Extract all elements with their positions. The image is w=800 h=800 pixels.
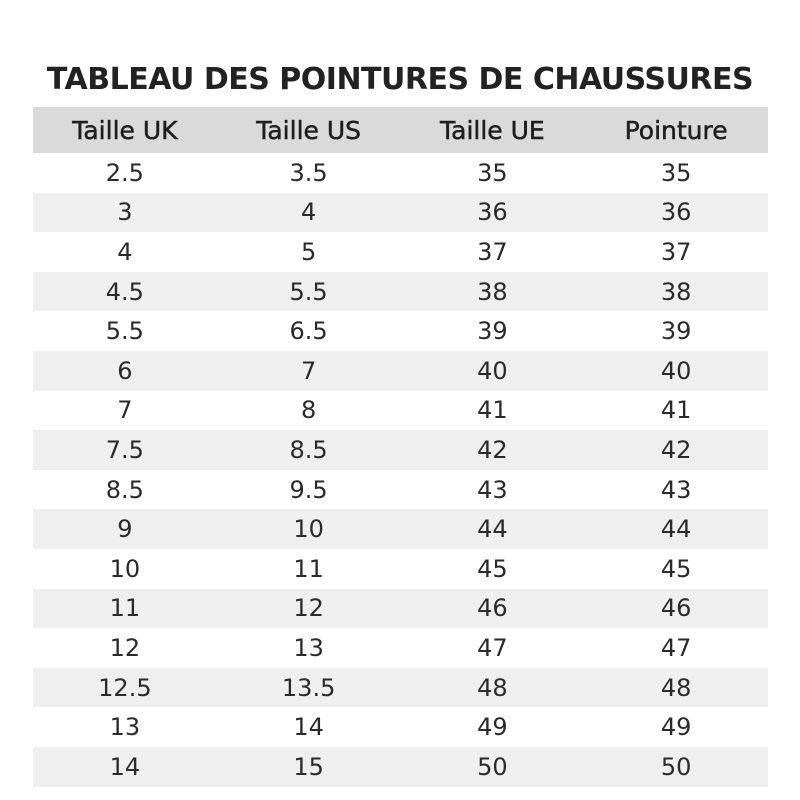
cell-eu-size: 49 bbox=[401, 707, 585, 747]
cell-us-size: 13.5 bbox=[217, 668, 401, 708]
cell-us-size: 5.5 bbox=[217, 272, 401, 312]
cell-eu-size: 38 bbox=[401, 272, 585, 312]
cell-shoe-size: 38 bbox=[584, 272, 768, 312]
cell-uk-size: 4.5 bbox=[33, 272, 217, 312]
cell-shoe-size: 46 bbox=[584, 589, 768, 629]
cell-us-size: 15 bbox=[217, 747, 401, 787]
cell-us-size: 6.5 bbox=[217, 311, 401, 351]
cell-shoe-size: 41 bbox=[584, 391, 768, 431]
cell-eu-size: 36 bbox=[401, 193, 585, 233]
table-body bbox=[33, 153, 768, 787]
table-row bbox=[33, 628, 768, 668]
cell-uk-size: 3 bbox=[33, 193, 217, 233]
column-header-eu-size: Taille UE bbox=[401, 107, 585, 153]
cell-eu-size: 48 bbox=[401, 668, 585, 708]
cell-us-size: 7 bbox=[217, 351, 401, 391]
cell-us-size: 12 bbox=[217, 589, 401, 629]
cell-us-size: 5 bbox=[217, 232, 401, 272]
cell-us-size: 10 bbox=[217, 509, 401, 549]
cell-us-size: 13 bbox=[217, 628, 401, 668]
table-row bbox=[33, 668, 768, 708]
page-title: TABLEAU DES POINTURES DE CHAUSSURES bbox=[46, 62, 754, 98]
cell-uk-size: 14 bbox=[33, 747, 217, 787]
table-row bbox=[33, 589, 768, 629]
column-header-us-size: Taille US bbox=[217, 107, 401, 153]
cell-uk-size: 2.5 bbox=[33, 153, 217, 193]
table-row bbox=[33, 232, 768, 272]
cell-shoe-size: 40 bbox=[584, 351, 768, 391]
cell-us-size: 8 bbox=[217, 391, 401, 431]
cell-eu-size: 35 bbox=[401, 153, 585, 193]
table-row bbox=[33, 311, 768, 351]
table-row bbox=[33, 707, 768, 747]
cell-shoe-size: 48 bbox=[584, 668, 768, 708]
cell-uk-size: 10 bbox=[33, 549, 217, 589]
cell-eu-size: 46 bbox=[401, 589, 585, 629]
cell-uk-size: 12.5 bbox=[33, 668, 217, 708]
cell-uk-size: 11 bbox=[33, 589, 217, 629]
cell-uk-size: 5.5 bbox=[33, 311, 217, 351]
table-row bbox=[33, 470, 768, 510]
cell-eu-size: 40 bbox=[401, 351, 585, 391]
cell-shoe-size: 35 bbox=[584, 153, 768, 193]
column-header-uk-size: Taille UK bbox=[33, 107, 217, 153]
cell-uk-size: 12 bbox=[33, 628, 217, 668]
table-row bbox=[33, 430, 768, 470]
cell-uk-size: 6 bbox=[33, 351, 217, 391]
cell-shoe-size: 43 bbox=[584, 470, 768, 510]
cell-us-size: 14 bbox=[217, 707, 401, 747]
table-header bbox=[33, 107, 768, 153]
cell-eu-size: 43 bbox=[401, 470, 585, 510]
cell-shoe-size: 50 bbox=[584, 747, 768, 787]
cell-shoe-size: 37 bbox=[584, 232, 768, 272]
cell-uk-size: 4 bbox=[33, 232, 217, 272]
cell-shoe-size: 45 bbox=[584, 549, 768, 589]
shoe-size-table bbox=[33, 107, 768, 787]
cell-uk-size: 7 bbox=[33, 391, 217, 431]
table-row bbox=[33, 193, 768, 233]
cell-us-size: 3.5 bbox=[217, 153, 401, 193]
cell-eu-size: 47 bbox=[401, 628, 585, 668]
header-row bbox=[33, 107, 768, 153]
cell-uk-size: 8.5 bbox=[33, 470, 217, 510]
cell-eu-size: 41 bbox=[401, 391, 585, 431]
cell-uk-size: 9 bbox=[33, 509, 217, 549]
table-row bbox=[33, 747, 768, 787]
table-row bbox=[33, 509, 768, 549]
table-row bbox=[33, 549, 768, 589]
cell-us-size: 8.5 bbox=[217, 430, 401, 470]
cell-us-size: 4 bbox=[217, 193, 401, 233]
cell-eu-size: 37 bbox=[401, 232, 585, 272]
cell-eu-size: 45 bbox=[401, 549, 585, 589]
column-header-shoe-size: Pointure bbox=[584, 107, 768, 153]
cell-eu-size: 44 bbox=[401, 509, 585, 549]
cell-shoe-size: 49 bbox=[584, 707, 768, 747]
table-row bbox=[33, 391, 768, 431]
cell-us-size: 11 bbox=[217, 549, 401, 589]
cell-us-size: 9.5 bbox=[217, 470, 401, 510]
cell-shoe-size: 47 bbox=[584, 628, 768, 668]
table-row bbox=[33, 351, 768, 391]
cell-eu-size: 39 bbox=[401, 311, 585, 351]
table-row bbox=[33, 272, 768, 312]
table-row bbox=[33, 153, 768, 193]
cell-shoe-size: 39 bbox=[584, 311, 768, 351]
cell-eu-size: 50 bbox=[401, 747, 585, 787]
cell-uk-size: 7.5 bbox=[33, 430, 217, 470]
cell-shoe-size: 44 bbox=[584, 509, 768, 549]
cell-uk-size: 13 bbox=[33, 707, 217, 747]
cell-eu-size: 42 bbox=[401, 430, 585, 470]
cell-shoe-size: 42 bbox=[584, 430, 768, 470]
cell-shoe-size: 36 bbox=[584, 193, 768, 233]
